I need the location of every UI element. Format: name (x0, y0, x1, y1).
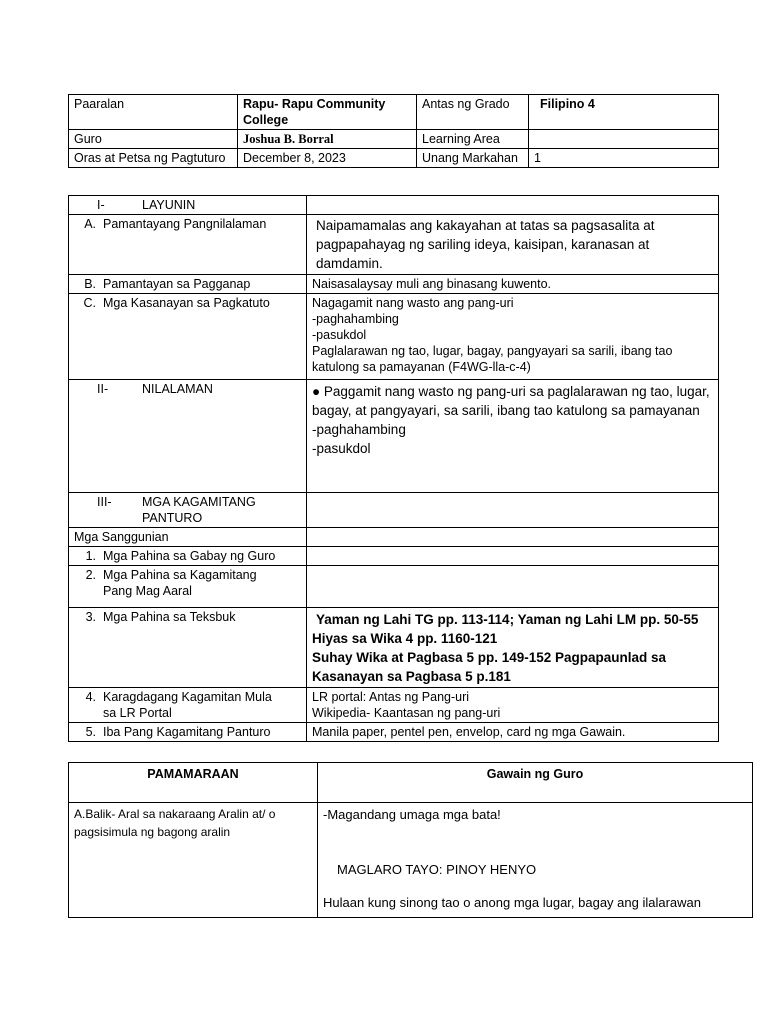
nilalaman-line: ● Paggamit nang wasto ng pang-uri sa paglalarawan ng tao, lugar, bagay, at pangyayari, sa sarili, ibang tao katulong sa pamayanan (312, 384, 710, 418)
s1-label: Mga Pahina sa Gabay ng Guro (103, 549, 276, 563)
procedure-table (68, 762, 753, 918)
game-title: MAGLARO TAYO: PINOY HENYO (337, 862, 537, 877)
s2-label: Mga Pahina sa Kagamitang Pang Mag Aaral (103, 568, 257, 598)
antas-label: Antas ng Grado (417, 95, 529, 130)
c-value (307, 294, 719, 380)
greeting-text: -Magandang umaga mga bata! (323, 807, 501, 822)
c-line: Paglalarawan ng tao, lugar, bagay, pangyayari sa sarili, ibang tao katulong sa pamayanan (F4WG-lla-c-4) (312, 344, 673, 374)
s4-line: LR portal: Antas ng Pang-uri (312, 690, 470, 704)
c-line: -pasukdol (312, 328, 367, 342)
lesson-table (68, 195, 719, 742)
s4-label: Karagdagang Kagamitan Mula sa LR Portal (103, 690, 272, 720)
b-value: Naisasalaysay muli ang binasang kuwento. (307, 275, 719, 294)
header-table (68, 94, 719, 168)
b-num: B. (84, 277, 96, 291)
b-label: Pamantayan sa Pagganap (103, 277, 251, 291)
guro-label: Guro (69, 130, 238, 149)
row-a-procedure-content (318, 803, 753, 918)
s5-label-cell (69, 723, 307, 742)
nilalaman-line: -pasukdol (312, 441, 371, 456)
markahan-value: 1 (529, 149, 719, 168)
s2-label-cell (69, 566, 307, 608)
kagamitan-num: III- (97, 495, 112, 509)
c-line: -paghahambing (312, 312, 399, 326)
gawain-header: Gawain ng Guro (318, 763, 753, 803)
sanggunian-value (307, 528, 719, 547)
nilalaman-line: -paghahambing (312, 422, 406, 437)
row-b-label (69, 275, 307, 294)
learning-area-value (529, 130, 719, 149)
sanggunian-label: Mga Sanggunian (69, 528, 307, 547)
kagamitan-value (307, 493, 719, 528)
kagamitan-heading (69, 493, 307, 528)
layunin-num: I- (97, 198, 105, 212)
s1-value (307, 547, 719, 566)
s3-line: Suhay Wika at Pagbasa 5 pp. 149-152 Pagpapaunlad sa Kasanayan sa Pagbasa 5 p.181 (312, 650, 667, 684)
row-a-label (69, 215, 307, 275)
s3-label-cell (69, 608, 307, 688)
oras-label: Oras at Petsa ng Pagtuturo (69, 149, 238, 168)
pamamaraan-header: PAMAMARAAN (69, 763, 318, 803)
c-num: C. (83, 296, 96, 310)
kagamitan-label: MGA KAGAMITANG PANTURO (142, 495, 256, 525)
oras-value: December 8, 2023 (238, 149, 417, 168)
s3-line: Hiyas sa Wika 4 pp. 1160-121 (312, 631, 498, 646)
s3-label: Mga Pahina sa Teksbuk (103, 610, 236, 624)
c-line: Nagagamit nang wasto ang pang-uri (312, 296, 514, 310)
s4-label-cell (69, 688, 307, 723)
guro-value: Joshua B. Borral (238, 130, 417, 149)
nilalaman-value (307, 380, 719, 493)
s5-label: Iba Pang Kagamitang Panturo (103, 725, 271, 739)
s1-label-cell (69, 547, 307, 566)
layunin-heading (69, 196, 307, 215)
s2-value (307, 566, 719, 608)
c-label: Mga Kasanayan sa Pagkatuto (103, 296, 270, 310)
markahan-label: Unang Markahan (417, 149, 529, 168)
nilalaman-num: II- (97, 382, 109, 396)
a-num: A. (84, 217, 96, 231)
row-a-procedure-label: A.Balik- Aral sa nakaraang Aralin at/ o pagsisimula ng bagong aralin (69, 803, 318, 918)
s2-num: 2. (85, 568, 96, 582)
paaralan-label: Paaralan (69, 95, 238, 130)
nilalaman-label: NILALAMAN (142, 382, 213, 396)
s4-num: 4. (85, 690, 96, 704)
s4-value (307, 688, 719, 723)
nilalaman-heading (69, 380, 307, 493)
layunin-value (307, 196, 719, 215)
row-c-label (69, 294, 307, 380)
antas-value: Filipino 4 (529, 95, 719, 130)
s3-value (307, 608, 719, 688)
s5-num: 5. (85, 725, 96, 739)
s4-line: Wikipedia- Kaantasan ng pang-uri (312, 706, 501, 720)
s1-num: 1. (85, 549, 96, 563)
learning-area-label: Learning Area (417, 130, 529, 149)
a-label: Pamantayang Pangnilalaman (103, 217, 267, 231)
a-value: Naipamamalas ang kakayahan at tatas sa pagsasalita at pagpapahayag ng sariling ideya, kaisipan, karanasan at damdamin. (307, 215, 719, 275)
layunin-label: LAYUNIN (142, 198, 196, 212)
s5-value: Manila paper, pentel pen, envelop, card ng mga Gawain. (307, 723, 719, 742)
paaralan-value: Rapu- Rapu Community College (238, 95, 417, 130)
s3-num: 3. (85, 610, 96, 624)
s3-line: Yaman ng Lahi TG pp. 113-114; Yaman ng Lahi LM pp. 50-55 (316, 612, 699, 627)
game-instruction: Hulaan kung sinong tao o anong mga lugar, bagay ang ilalarawan (323, 895, 701, 910)
